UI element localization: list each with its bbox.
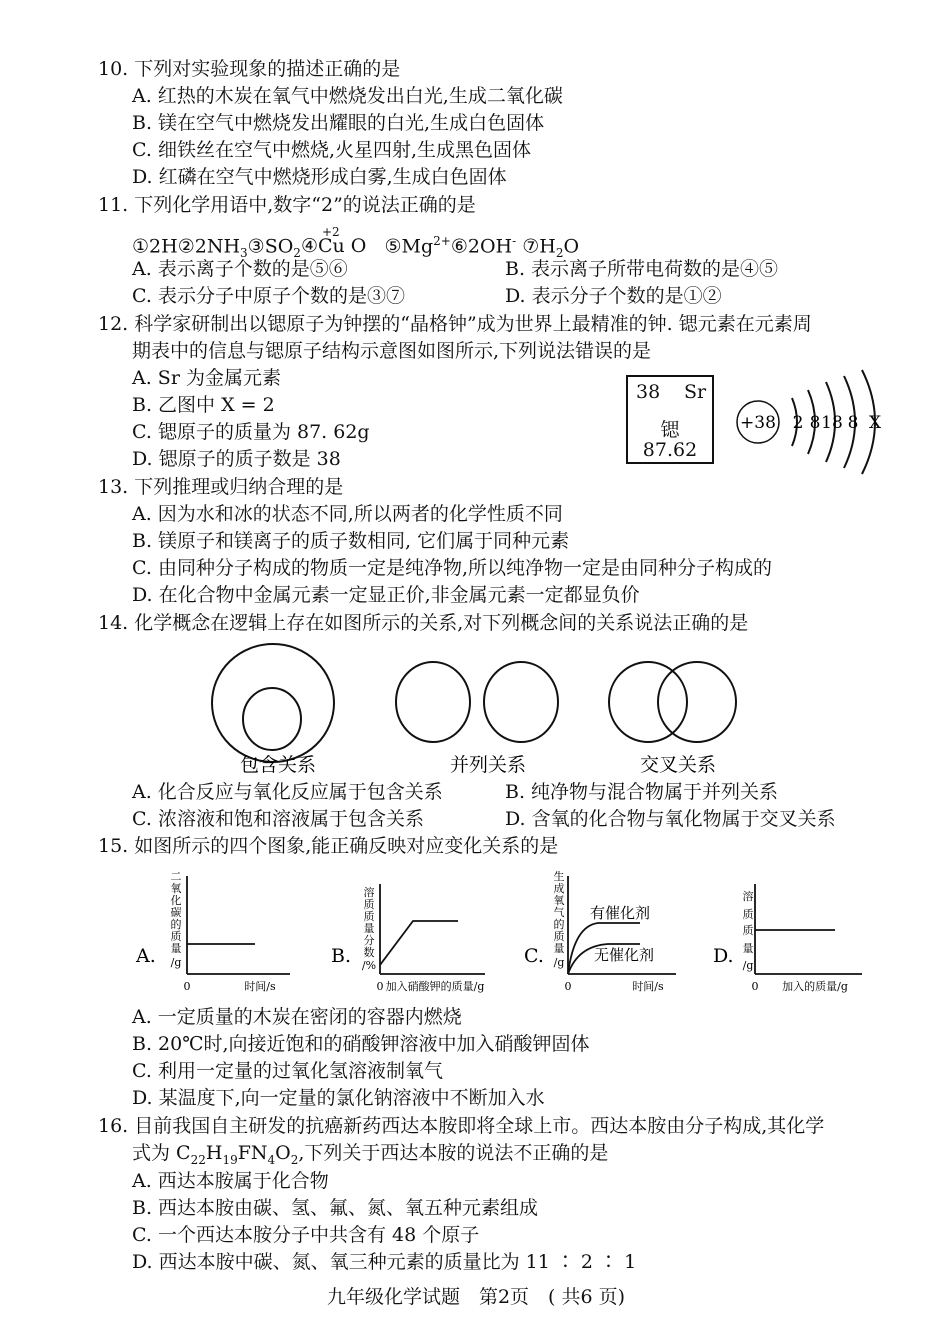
parallel-right-circle <box>484 662 558 742</box>
q11-sym-1-sub: 3 <box>240 246 248 261</box>
q11-sym-5: ⑥2OH <box>450 235 513 258</box>
shell-5-electrons: X <box>868 413 882 433</box>
graph-a <box>130 868 300 998</box>
q11-sym-3-sup: +2 <box>321 225 340 240</box>
graph-b-ylabel <box>362 885 376 972</box>
svg-text:质: 质 <box>553 930 565 943</box>
cross-left-circle <box>609 662 687 742</box>
svg-text:溶: 溶 <box>742 890 754 903</box>
shell-2-electrons: 8 <box>809 413 821 433</box>
svg-text:量: 量 <box>553 942 565 955</box>
q11-option-b: B. 表示离子所带电荷数的是④⑤ <box>505 258 779 280</box>
svg-text:质: 质 <box>363 910 375 923</box>
q13-option-a: A. 因为水和冰的状态不同,所以两者的化学性质不同 <box>132 503 563 525</box>
graph-d <box>710 868 880 998</box>
svg-text:/%: /% <box>361 959 377 972</box>
q13-stem: 13. 下列推理或归纳合理的是 <box>98 476 344 498</box>
q13-option-c: C. 由同种分子构成的物质一定是纯净物,所以纯净物一定是由同种分子构成的 <box>132 557 772 579</box>
graph-a-origin: 0 <box>183 980 191 993</box>
graph-a-xlabel: 时间/s <box>244 980 276 993</box>
shell-1-electrons: 2 <box>792 413 804 433</box>
svg-text:/g: /g <box>742 959 754 972</box>
element-mass: 87.62 <box>642 439 698 461</box>
graph-b-letter: B. <box>331 945 352 967</box>
graph-d-ylabel <box>743 889 754 972</box>
contain-outer-circle <box>212 644 334 762</box>
q11-stem: 11. 下列化学用语中,数字“2”的说法正确的是 <box>98 194 476 216</box>
q14-option-c: C. 浓溶液和饱和溶液属于包含关系 <box>132 808 424 830</box>
q10-option-b: B. 镁在空气中燃烧发出耀眼的白光,生成白色固体 <box>132 112 545 134</box>
svg-text:质: 质 <box>742 924 754 937</box>
element-name: 锶 <box>660 419 680 441</box>
graph-d-xlabel: 加入的质量/g <box>782 980 848 993</box>
q15-option-a: A. 一定质量的木炭在密闭的容器内燃烧 <box>132 1006 462 1028</box>
graph-c-xlabel: 时间/s <box>632 980 664 993</box>
q15-stem: 15. 如图所示的四个图象,能正确反映对应变化关系的是 <box>98 835 559 857</box>
graph-a-ylabel <box>171 870 182 969</box>
graph-b <box>325 868 505 998</box>
label-cross: 交叉关系 <box>639 754 717 776</box>
q14-option-a: A. 化合反应与氧化反应属于包含关系 <box>132 781 443 803</box>
q11-sym-3-text: ④Cu O <box>300 235 367 258</box>
q16-option-c: C. 一个西达本胺分子中共含有 48 个原子 <box>132 1224 480 1246</box>
q11-option-d: D. 表示分子个数的是①② <box>505 285 722 307</box>
q11-sym-1: ①2H②2NH <box>132 235 241 258</box>
svg-text:成: 成 <box>553 882 565 895</box>
svg-text:量: 量 <box>170 942 182 955</box>
q11-sym-6-tail: O <box>563 235 580 258</box>
svg-text:的: 的 <box>170 918 182 931</box>
svg-text:质: 质 <box>170 930 182 943</box>
q11-sym-4: ⑤Mg <box>384 235 434 258</box>
element-symbol: Sr <box>684 381 707 403</box>
q12-stem-line2: 期表中的信息与锶原子结构示意图如图所示,下列说法错误的是 <box>132 340 652 362</box>
q10-option-c: C. 细铁丝在空气中燃烧,火星四射,生成黑色固体 <box>132 139 532 161</box>
svg-text:气: 气 <box>553 906 565 919</box>
q13-option-b: B. 镁原子和镁离子的质子数相同, 它们属于同种元素 <box>132 530 570 552</box>
q11-option-a: A. 表示离子个数的是⑤⑥ <box>132 258 348 280</box>
svg-text:质: 质 <box>363 898 375 911</box>
q12-option-c: C. 锶原子的质量为 87. 62g <box>132 421 370 443</box>
graph-c <box>518 868 688 998</box>
q16-stem-line2: 式为 $C_{22}H_{19}FN_4O_2$,下列关于西达本胺的说法不正确的是 <box>132 1142 609 1167</box>
q11-option-c: C. 表示分子中原子个数的是③⑦ <box>132 285 405 307</box>
q13-option-d: D. 在化合物中金属元素一定显正价,非金属元素一定都显负价 <box>132 584 640 606</box>
q12-option-d: D. 锶原子的质子数是 38 <box>132 448 341 470</box>
graph-d-letter: D. <box>713 945 734 967</box>
graph-b-line <box>380 921 458 965</box>
q15-option-c: C. 利用一定量的过氧化氢溶液制氧气 <box>132 1060 443 1082</box>
shell-4-electrons: 8 <box>847 413 859 433</box>
svg-text:氧: 氧 <box>553 894 565 907</box>
q11-sym-5-sup: - <box>512 234 517 248</box>
q15-option-b: B. 20℃时,向接近饱和的硝酸钾溶液中加入硝酸钾固体 <box>132 1033 590 1055</box>
nucleus-charge: +38 <box>740 413 776 433</box>
contain-inner-circle <box>243 688 301 750</box>
q11-sym-4-sup: 2+ <box>433 234 451 248</box>
cross-right-circle <box>658 662 736 742</box>
q15-option-d: D. 某温度下,向一定量的氯化钠溶液中不断加入水 <box>132 1087 545 1109</box>
q12-option-b: B. 乙图中 X = 2 <box>132 394 275 416</box>
q16-option-a: A. 西达本胺属于化合物 <box>132 1170 329 1192</box>
graph-d-origin: 0 <box>751 980 759 993</box>
q14-stem: 14. 化学概念在逻辑上存在如图所示的关系,对下列概念间的关系说法正确的是 <box>98 612 749 634</box>
q14-option-d: D. 含氧的化合物与氧化物属于交叉关系 <box>505 808 836 830</box>
graph-b-origin: 0 <box>376 980 384 993</box>
svg-text:量: 量 <box>742 942 754 955</box>
svg-text:溶: 溶 <box>363 886 375 899</box>
svg-text:质: 质 <box>742 908 754 921</box>
shell-3-electrons: 18 <box>821 413 843 433</box>
svg-text:碳: 碳 <box>170 906 182 919</box>
graph-c-label-no-catalyst: 无催化剂 <box>594 946 655 964</box>
q16-stem-line1: 16. 目前我国自主研发的抗癌新药西达本胺即将全球上市。西达本胺由分子构成,其化学 <box>98 1115 825 1137</box>
svg-text:生: 生 <box>553 870 565 883</box>
svg-text:数: 数 <box>363 946 375 959</box>
q16-option-b: B. 西达本胺由碳、氢、氟、氮、氧五种元素组成 <box>132 1197 539 1219</box>
q10-option-d: D. 红磷在空气中燃烧形成白雾,生成白色固体 <box>132 166 507 188</box>
q12-option-a: A. Sr 为金属元素 <box>132 367 281 389</box>
q14-option-b: B. 纯净物与混合物属于并列关系 <box>505 781 779 803</box>
graph-c-letter: C. <box>524 945 544 967</box>
graph-c-origin: 0 <box>564 980 572 993</box>
graph-a-letter: A. <box>136 945 156 967</box>
q11-sym-6-sub: 2 <box>555 246 564 261</box>
graph-b-xlabel: 加入硝酸钾的质量/g <box>385 980 485 993</box>
svg-text:二: 二 <box>170 870 182 883</box>
q11-sym-2-sub: 2 <box>293 246 301 261</box>
parallel-left-circle <box>396 662 470 742</box>
svg-text:化: 化 <box>170 894 182 907</box>
atom-structure-diagram <box>730 368 890 478</box>
q10-option-a: A. 红热的木炭在氧气中燃烧发出白光,生成二氧化碳 <box>132 85 563 107</box>
svg-text:的: 的 <box>553 918 565 931</box>
graph-c-label-catalyst: 有催化剂 <box>590 904 651 922</box>
q11-sym-6: ⑦H <box>522 235 556 258</box>
label-parallel: 并列关系 <box>449 754 527 776</box>
q12-stem-line1: 12. 科学家研制出以锶原子为钟摆的“晶格钟”成为世界上最精准的钟. 锶元素在元素周 <box>98 313 812 335</box>
q16-option-d: D. 西达本胺中碳、氮、氧三种元素的质量比为 11 ∶ 2 ∶ 1 <box>132 1251 637 1273</box>
page-footer: 九年级化学试题 第2页 ( 共6 页) <box>326 1286 626 1308</box>
element-number: 38 <box>636 381 661 403</box>
svg-text:氧: 氧 <box>170 882 182 895</box>
element-box <box>626 375 714 464</box>
svg-text:/g: /g <box>170 956 182 969</box>
q10-stem: 10. 下列对实验现象的描述正确的是 <box>98 58 401 80</box>
label-contain: 包含关系 <box>239 754 317 776</box>
svg-text:分: 分 <box>363 934 375 947</box>
q11-sym-2: ③SO <box>247 235 294 258</box>
concept-relation-diagram <box>200 640 760 780</box>
svg-text:/g: /g <box>553 956 565 969</box>
svg-text:量: 量 <box>363 922 375 935</box>
graph-c-ylabel <box>554 869 565 969</box>
